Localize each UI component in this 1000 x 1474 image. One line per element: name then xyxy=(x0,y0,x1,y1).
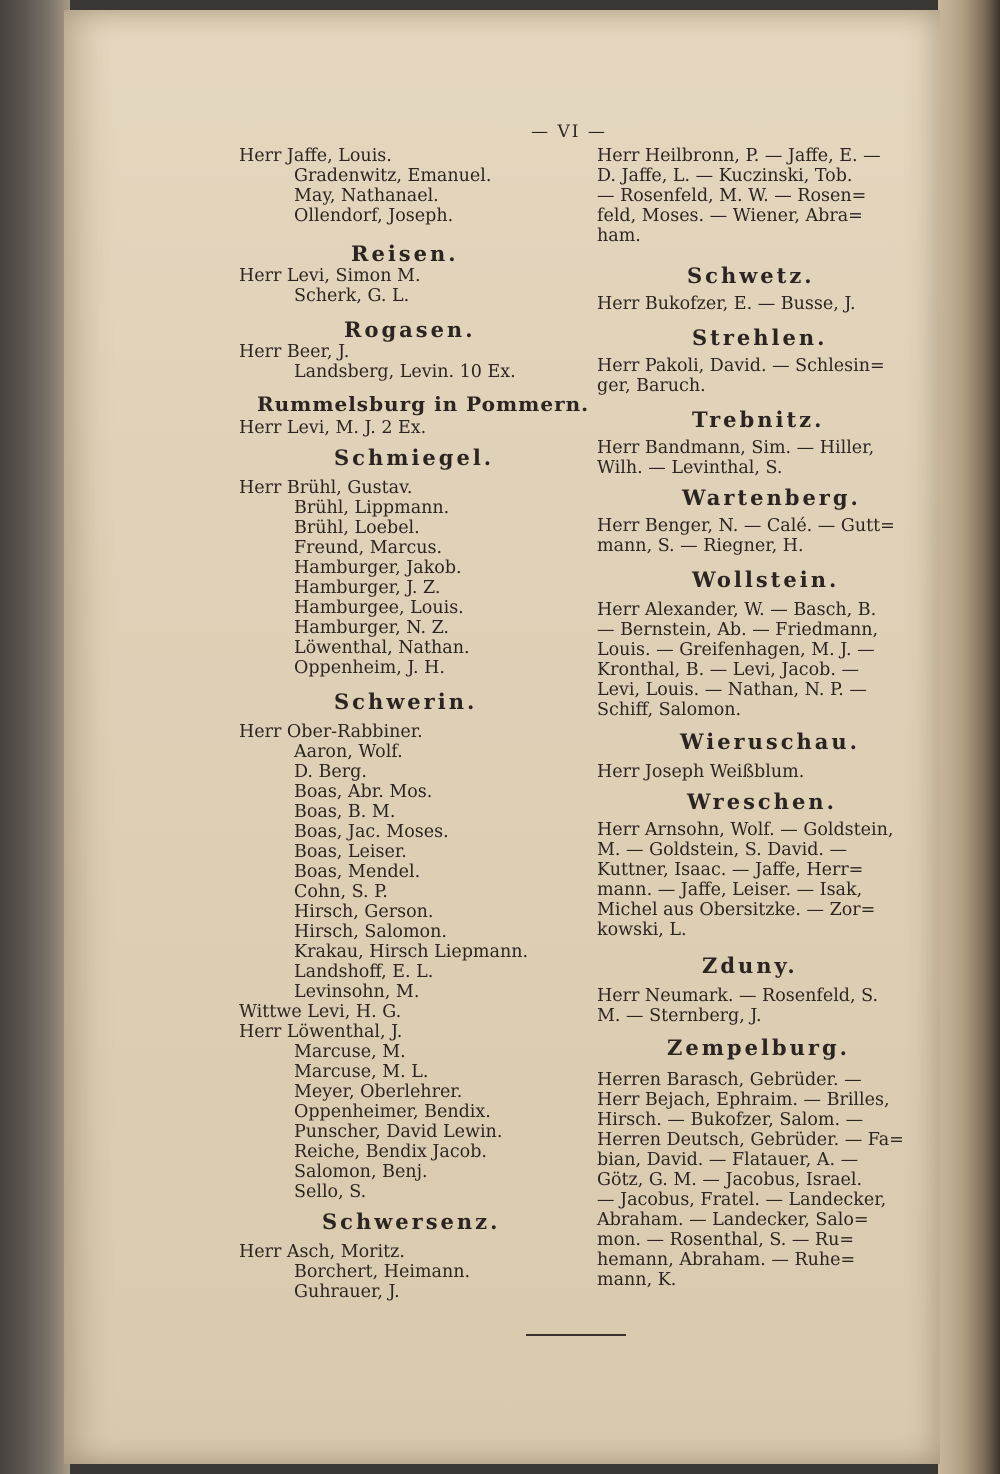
list-entry: May, Nathanael. xyxy=(294,186,439,206)
list-entry: Herr Ober-Rabbiner. xyxy=(239,722,423,742)
list-entry: Herr Benger, N. — Calé. — Gutt= xyxy=(597,516,895,536)
list-entry: Kuttner, Isaac. — Jaffe, Herr= xyxy=(597,860,864,880)
list-entry: Cohn, S. P. xyxy=(294,882,388,902)
list-entry: Wittwe Levi, H. G. xyxy=(239,1002,402,1022)
list-entry: — Rosenfeld, M. W. — Rosen= xyxy=(597,186,867,206)
list-entry: mann, K. xyxy=(597,1270,677,1290)
list-entry: Kronthal, B. — Levi, Jacob. — xyxy=(597,660,859,680)
list-entry: D. Jaffe, L. — Kuczinski, Tob. xyxy=(597,166,853,186)
list-entry: Boas, Leiser. xyxy=(294,842,407,862)
list-entry: ger, Baruch. xyxy=(597,376,706,396)
list-entry: Abraham. — Landecker, Salo= xyxy=(597,1210,869,1230)
list-entry: Marcuse, M. xyxy=(294,1042,406,1062)
list-entry: — Bernstein, Ab. — Friedmann, xyxy=(597,620,879,640)
list-entry: Wilh. — Levinthal, S. xyxy=(597,458,783,478)
list-entry: Landshoff, E. L. xyxy=(294,962,434,982)
list-entry: Boas, Mendel. xyxy=(294,862,421,882)
list-entry: Hamburger, N. Z. xyxy=(294,618,449,638)
list-entry: — Jacobus, Fratel. — Landecker, xyxy=(597,1190,887,1210)
list-entry: Hirsch, Gerson. xyxy=(294,902,434,922)
list-entry: Landsberg, Levin. 10 Ex. xyxy=(294,362,516,382)
list-entry: Hirsch, Salomon. xyxy=(294,922,447,942)
town-heading: Strehlen. xyxy=(692,325,828,350)
list-entry: Herren Deutsch, Gebrüder. — Fa= xyxy=(597,1130,904,1150)
town-heading: Trebnitz. xyxy=(692,407,825,432)
list-entry: Herr Pakoli, David. — Schlesin= xyxy=(597,356,885,376)
town-heading: Schwetz. xyxy=(687,263,815,288)
list-entry: Punscher, David Lewin. xyxy=(294,1122,503,1142)
list-entry: Ollendorf, Joseph. xyxy=(294,206,454,226)
list-entry: Herr Jaffe, Louis. xyxy=(239,146,392,166)
list-entry: Herr Löwenthal, J. xyxy=(239,1022,403,1042)
town-heading: Zempelburg. xyxy=(667,1035,850,1060)
list-entry: Krakau, Hirsch Liepmann. xyxy=(294,942,529,962)
book-page xyxy=(64,10,940,1464)
list-entry: Herr Bandmann, Sim. — Hiller, xyxy=(597,438,875,458)
list-entry: Herren Barasch, Gebrüder. — xyxy=(597,1070,862,1090)
list-entry: bian, David. — Flatauer, A. — xyxy=(597,1150,859,1170)
book-cover-right xyxy=(938,0,1000,1474)
list-entry: Schiff, Salomon. xyxy=(597,700,742,720)
list-entry: Salomon, Benj. xyxy=(294,1162,428,1182)
list-entry: Brühl, Lippmann. xyxy=(294,498,450,518)
list-entry: Meyer, Oberlehrer. xyxy=(294,1082,463,1102)
list-entry: M. — Sternberg, J. xyxy=(597,1006,762,1026)
town-heading: Schwerin. xyxy=(334,689,478,714)
list-entry: Levi, Louis. — Nathan, N. P. — xyxy=(597,680,867,700)
list-entry: Boas, Jac. Moses. xyxy=(294,822,449,842)
list-entry: D. Berg. xyxy=(294,762,367,782)
list-entry: Gradenwitz, Emanuel. xyxy=(294,166,492,186)
list-entry: Marcuse, M. L. xyxy=(294,1062,429,1082)
town-heading: Reisen. xyxy=(351,241,459,266)
list-entry: Freund, Marcus. xyxy=(294,538,443,558)
list-entry: Levinsohn, M. xyxy=(294,982,420,1002)
list-entry: Hirsch. — Bukofzer, Salom. — xyxy=(597,1110,864,1130)
list-entry: Herr Bejach, Ephraim. — Brilles, xyxy=(597,1090,890,1110)
town-heading: Rogasen. xyxy=(344,317,476,342)
list-entry: Aaron, Wolf. xyxy=(294,742,403,762)
list-entry: Herr Levi, Simon M. xyxy=(239,266,421,286)
list-entry: Borchert, Heimann. xyxy=(294,1262,471,1282)
list-entry: Herr Arnsohn, Wolf. — Goldstein, xyxy=(597,820,894,840)
list-entry: Herr Beer, J. xyxy=(239,342,350,362)
list-entry: Herr Bukofzer, E. — Busse, J. xyxy=(597,294,856,314)
list-entry: Scherk, G. L. xyxy=(294,286,410,306)
list-entry: Herr Alexander, W. — Basch, B. xyxy=(597,600,877,620)
town-heading: Wollstein. xyxy=(692,567,840,592)
list-entry: mann. — Jaffe, Leiser. — Isak, xyxy=(597,880,863,900)
list-entry: M. — Goldstein, S. David. — xyxy=(597,840,848,860)
town-heading: Schwersenz. xyxy=(322,1209,501,1234)
page-number: — VI — xyxy=(531,122,607,142)
end-rule xyxy=(526,1334,626,1336)
list-entry: feld, Moses. — Wiener, Abra= xyxy=(597,206,863,226)
list-entry: Boas, Abr. Mos. xyxy=(294,782,433,802)
book-cover-left xyxy=(0,0,70,1474)
list-entry: Reiche, Bendix Jacob. xyxy=(294,1142,487,1162)
list-entry: Sello, S. xyxy=(294,1182,367,1202)
list-entry: Herr Levi, M. J. 2 Ex. xyxy=(239,418,427,438)
town-heading: Zduny. xyxy=(702,953,798,978)
town-heading: Wieruschau. xyxy=(680,729,860,754)
list-entry: Herr Asch, Moritz. xyxy=(239,1242,405,1262)
list-entry: Michel aus Obersitzke. — Zor= xyxy=(597,900,876,920)
list-entry: mann, S. — Riegner, H. xyxy=(597,536,804,556)
list-entry: kowski, L. xyxy=(597,920,687,940)
list-entry: Löwenthal, Nathan. xyxy=(294,638,470,658)
list-entry: Boas, B. M. xyxy=(294,802,396,822)
list-entry: Louis. — Greifenhagen, M. J. — xyxy=(597,640,875,660)
list-entry: Oppenheimer, Bendix. xyxy=(294,1102,491,1122)
town-heading: Wreschen. xyxy=(687,789,837,814)
list-entry: Hamburger, J. Z. xyxy=(294,578,441,598)
list-entry: mon. — Rosenthal, S. — Ru= xyxy=(597,1230,855,1250)
list-entry: ham. xyxy=(597,226,641,246)
list-entry: Herr Heilbronn, P. — Jaffe, E. — xyxy=(597,146,881,166)
list-entry: Hamburgee, Louis. xyxy=(294,598,464,618)
list-entry: Hamburger, Jakob. xyxy=(294,558,462,578)
list-entry: Herr Brühl, Gustav. xyxy=(239,478,413,498)
list-entry: Brühl, Loebel. xyxy=(294,518,420,538)
town-heading: Schmiegel. xyxy=(334,445,495,470)
list-entry: Guhrauer, J. xyxy=(294,1282,400,1302)
list-entry: hemann, Abraham. — Ruhe= xyxy=(597,1250,856,1270)
list-entry: Herr Neumark. — Rosenfeld, S. xyxy=(597,986,879,1006)
town-heading: Wartenberg. xyxy=(682,485,861,510)
town-heading: Rummelsburg in Pommern. xyxy=(257,392,590,416)
list-entry: Götz, G. M. — Jacobus, Israel. xyxy=(597,1170,863,1190)
list-entry: Oppenheim, J. H. xyxy=(294,658,445,678)
list-entry: Herr Joseph Weißblum. xyxy=(597,762,805,782)
